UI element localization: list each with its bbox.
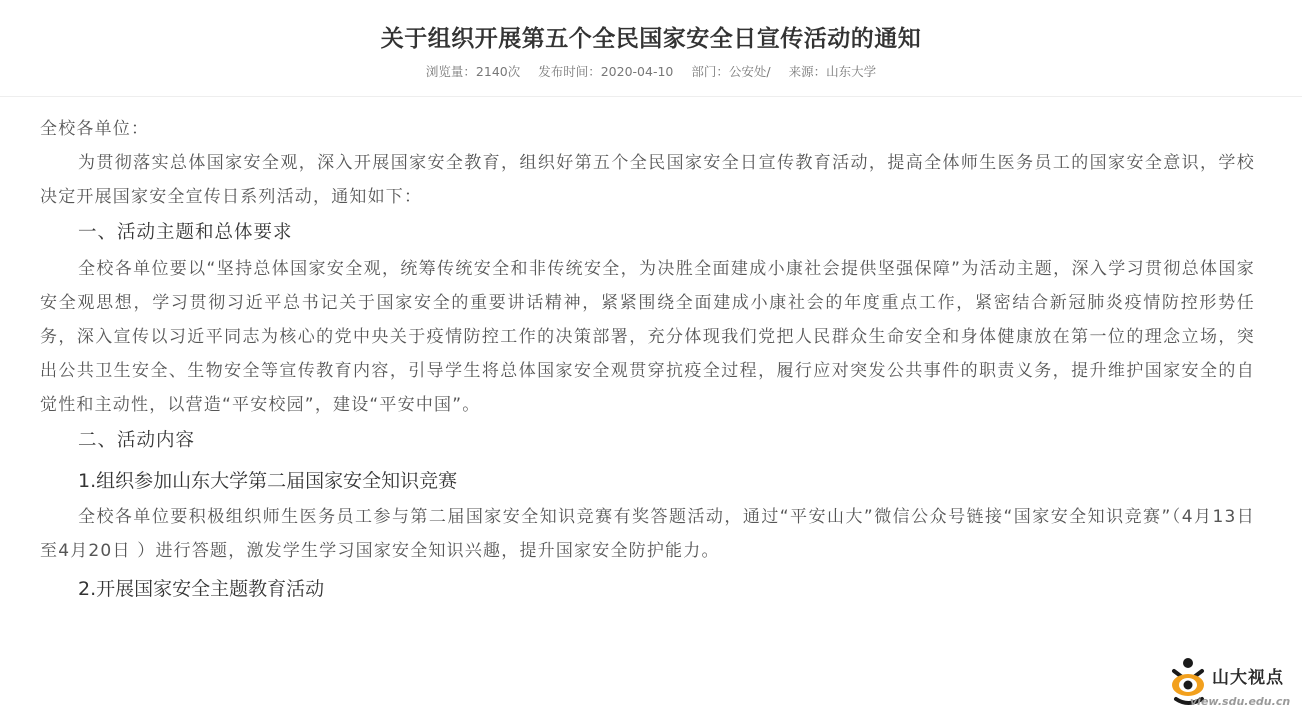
section-1-paragraph: 全校各单位要以“坚持总体国家安全观，统筹传统安全和非传统安全，为决胜全面建成小康社会提供坚强保障”为活动主题，深入学习贯彻总体国家安全观思想，学习贯彻习近平总书记关于国家安全的重要讲话精神，紧紧围绕全面建成小康社会的年度重点工作，紧密结合新冠肺炎疫情防控形势任务，深入宣传以习近平同志为核心的党中央关于疫情防控工作的决策部署，充分体现我们党把人民群众生命安全和身体健康放在第一位的理念立场，突出公共卫生安全、生物安全等宣传教育内容，引导学生将总体国家安全观贯穿抗疫全过程，履行应对突发公共事件的职责义务，提升维护国家安全的自觉性和主动性，以营造“平安校园”，建设“平安中国”。 [40,259,1255,415]
view-count: 浏览量：2140次 [425,64,521,79]
publish-date: 发布时间：2020-04-10 [538,64,674,79]
section-heading-1: 一、活动主题和总体要求 [78,222,293,243]
article-title: 关于组织开展第五个全民国家安全日宣传活动的通知 [380,26,922,52]
source: 来源：山东大学 [788,64,877,79]
intro-paragraph: 为贯彻落实总体国家安全观，深入开展国家安全教育，组织好第五个全民国家安全日宣传教育活动，提高全体师生医务员工的国家安全意识，学校决定开展国家安全宣传日系列活动，通知如下： [40,153,1255,207]
salutation: 全校各单位： [40,119,150,139]
article-body [40,112,1255,608]
item-heading-1: 1.组织参加山东大学第二届国家安全知识竞赛 [78,470,458,492]
header-divider [0,96,1302,97]
department: 部门：公安处/ [691,64,771,79]
watermark-logo [1168,649,1298,715]
watermark-name: 山大视点 [1212,668,1284,688]
watermark-url: view.sdu.edu.cn [1190,695,1291,708]
item-1-paragraph: 全校各单位要积极组织师生医务员工参与第二届国家安全知识竞赛有奖答题活动，通过“平安山大”微信公众号链接“国家安全知识竞赛”（4月13日至4月20日 ）进行答题，激发学生学习国家安全知识兴趣，提升国家安全防护能力。 [40,507,1255,561]
item-heading-2: 2.开展国家安全主题教育活动 [78,578,325,600]
section-heading-2: 二、活动内容 [78,430,196,451]
article-meta [0,62,1302,80]
